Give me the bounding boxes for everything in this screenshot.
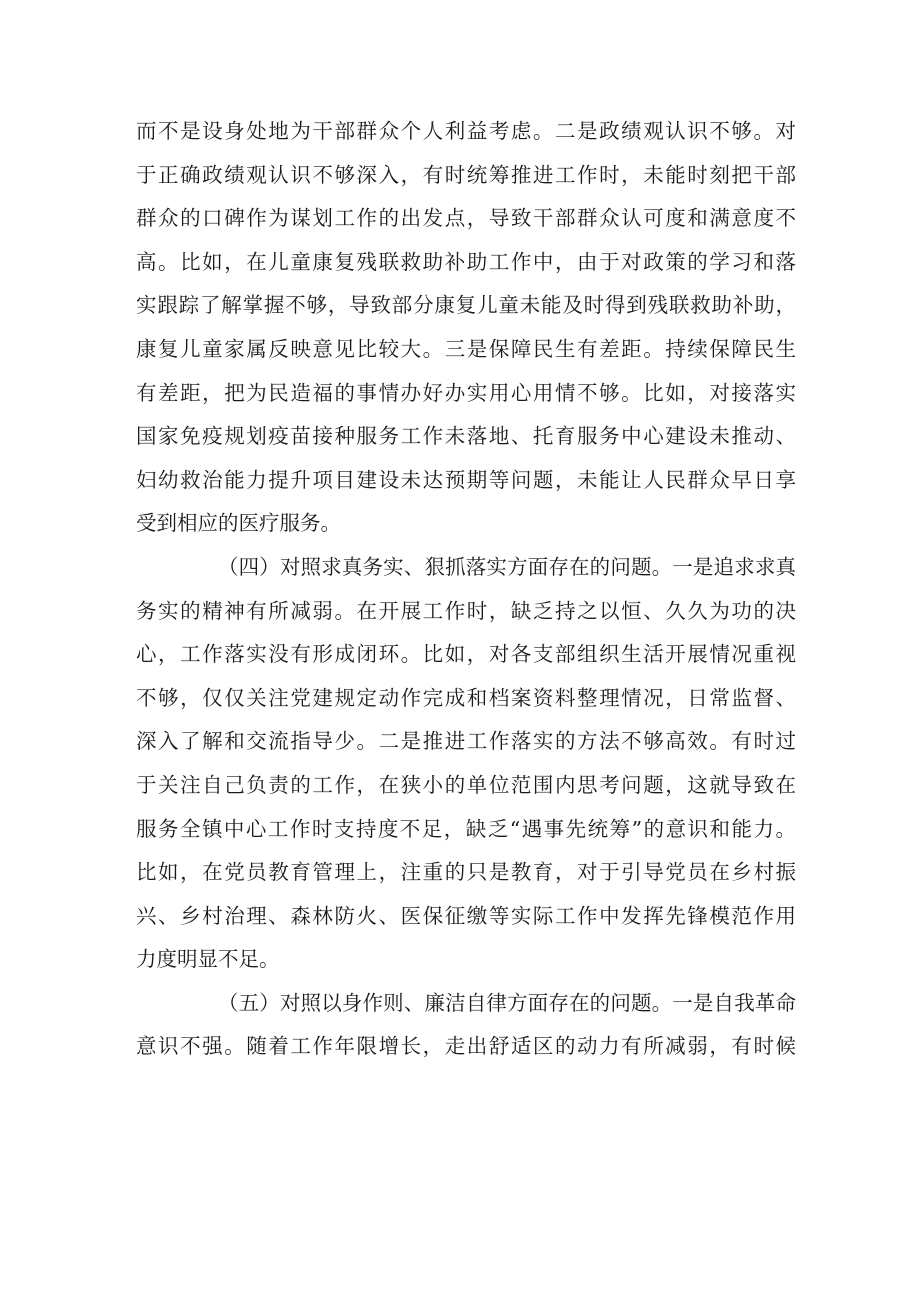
text-line: 服务全镇中心工作时支持度不足，缺乏“遇事先统筹”的意识和能力。 bbox=[136, 816, 796, 841]
text-line: 比如，在党员教育管理上，注重的只是教育，对于引导党员在乡村振 bbox=[136, 860, 796, 885]
text-line: 妇幼救治能力提升项目建设未达预期等问题，未能让人民群众早日享 bbox=[136, 467, 796, 492]
text-line: 群众的口碑作为谋划工作的出发点，导致干部群众认可度和满意度不 bbox=[136, 206, 796, 231]
text-line: 受到相应的医疗服务。 bbox=[136, 511, 341, 536]
text-line: 而不是设身处地为干部群众个人利益考虑。二是政绩观认识不够。对 bbox=[136, 119, 796, 143]
text-line: 实跟踪了解掌握不够，导致部分康复儿童未能及时得到残联救助补助， bbox=[136, 293, 796, 318]
section-heading-line: （四）对照求真务实、狠抓落实方面存在的问题。一是追求求真 bbox=[218, 554, 796, 579]
text-line: 兴、乡村治理、森林防火、医保征缴等实际工作中发挥先锋模范作用 bbox=[136, 903, 796, 928]
text-line: 于正确政绩观认识不够深入，有时统筹推进工作时，未能时刻把干部 bbox=[136, 162, 796, 187]
text-line: 务实的精神有所减弱。在开展工作时，缺乏持之以恒、久久为功的决 bbox=[136, 598, 796, 623]
text-line: 国家免疫规划疫苗接种服务工作未落地、托育服务中心建设未推动、 bbox=[136, 424, 796, 449]
text-line: 心，工作落实没有形成闭环。比如，对各支部组织生活开展情况重视 bbox=[136, 642, 796, 667]
text-line: 有差距，把为民造福的事情办好办实用心用情不够。比如，对接落实 bbox=[136, 380, 796, 405]
text-line: 意识不强。随着工作年限增长，走出舒适区的动力有所减弱，有时候 bbox=[136, 1034, 796, 1059]
text-line: 力度明显不足。 bbox=[136, 947, 280, 972]
text-line: 不够，仅仅关注党建规定动作完成和档案资料整理情况，日常监督、 bbox=[136, 685, 796, 710]
section-heading-line: （五）对照以身作则、廉洁自律方面存在的问题。一是自我革命 bbox=[218, 990, 796, 1015]
text-line: 深入了解和交流指导少。二是推进工作落实的方法不够高效。有时过 bbox=[136, 729, 796, 754]
document-body bbox=[136, 110, 796, 1069]
text-line: 高。比如，在儿童康复残联救助补助工作中，由于对政策的学习和落 bbox=[136, 249, 796, 274]
text-line: 康复儿童家属反映意见比较大。三是保障民生有差距。持续保障民生 bbox=[136, 336, 796, 361]
text-line: 于关注自己负责的工作，在狭小的单位范围内思考问题，这就导致在 bbox=[136, 772, 796, 797]
